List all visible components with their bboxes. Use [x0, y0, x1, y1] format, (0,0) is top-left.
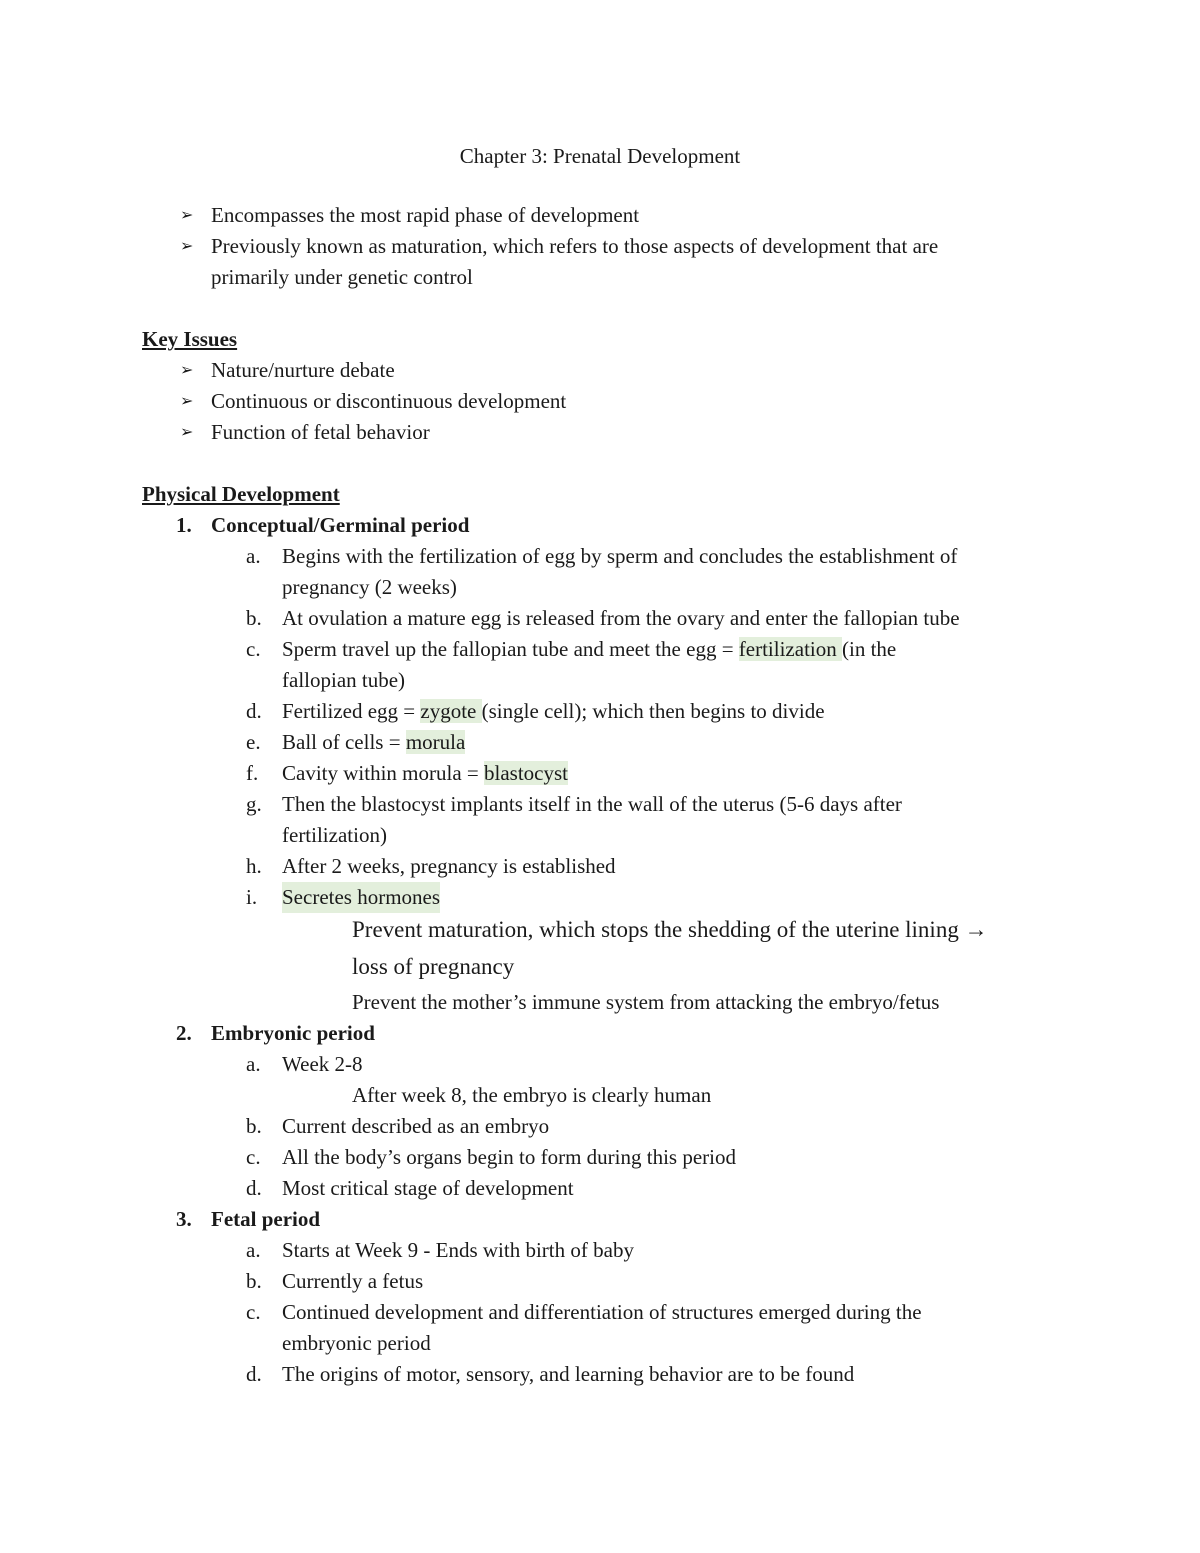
document-page: Chapter 3: Prenatal Development ➢ Encompasses the most rapid phase of development ➢ Previously known as maturation, which refers to those aspects of development that are primarily under genetic control Key Issues ➢ Nature/nurture debate ➢ Continuous or discontinuous development ➢ Function of fetal behavior Physical Development 1. Conceptual/Germinal period a. Begins with the fertilization of egg by sperm and concludes the establishment of pregnancy (2 weeks) b. At ovulation a mature egg is released from the ovary and enter the fallopian tube c. Sperm travel up the fallopian tube and meet the egg = fertilization (in the fallopian tube) d. Fertilized egg = zygote (single cell); which then begins to divide e. Ball of cells = morula f. Cavity within morula = blastocyst g. Then the blastocyst implants itself in the wall of the uterus (5-6 days after fertilization) h. After 2 weeks, pregnancy is established i. Secretes hormones Prevent maturation, which stops the shedding of the uterine lining → loss of pregnancy Prevent the mother’s immune system from attacking the embryo/fetus 2. Embryonic period a. Week 2-8 After week 8, the embryo is clearly human b. Current described as an embryo c. All the body’s organs begin to form during this period d. Most critical stage of development 3. Fetal period a. Starts at Week 9 - Ends with birth of baby b. Currently a fetus c. Continued development and differentiation of structures emerged during the embryonic period d. The origins of motor, sensory, and learning behavior are to be found: [0, 0, 1200, 1553]
sub-item-continuation: embryonic period: [282, 1331, 431, 1355]
arrow-bullet-icon: ➢: [180, 362, 194, 379]
list-item-continuation: primarily under genetic control: [211, 265, 473, 289]
highlighted-term: zygote: [420, 699, 482, 723]
sub-item-continuation: pregnancy (2 weeks): [282, 575, 457, 599]
section-heading-physical-development: Physical Development: [142, 482, 340, 506]
arrow-bullet-icon: ➢: [180, 238, 194, 255]
roman-sub-item-continuation: loss of pregnancy: [352, 954, 515, 979]
highlighted-term: fertilization: [738, 637, 842, 661]
highlighted-term: morula: [405, 730, 466, 754]
section-heading-key-issues: Key Issues: [142, 327, 238, 351]
highlighted-term: blastocyst: [484, 761, 568, 785]
sub-item-continuation: fallopian tube): [282, 668, 406, 692]
highlighted-term: Secretes hormones: [282, 882, 440, 913]
arrow-bullet-icon: ➢: [180, 207, 194, 224]
arrow-bullet-icon: ➢: [180, 393, 194, 410]
page-title: Chapter 3: Prenatal Development: [459, 144, 741, 168]
sub-item-continuation: fertilization): [282, 823, 387, 847]
arrow-bullet-icon: ➢: [180, 424, 194, 441]
